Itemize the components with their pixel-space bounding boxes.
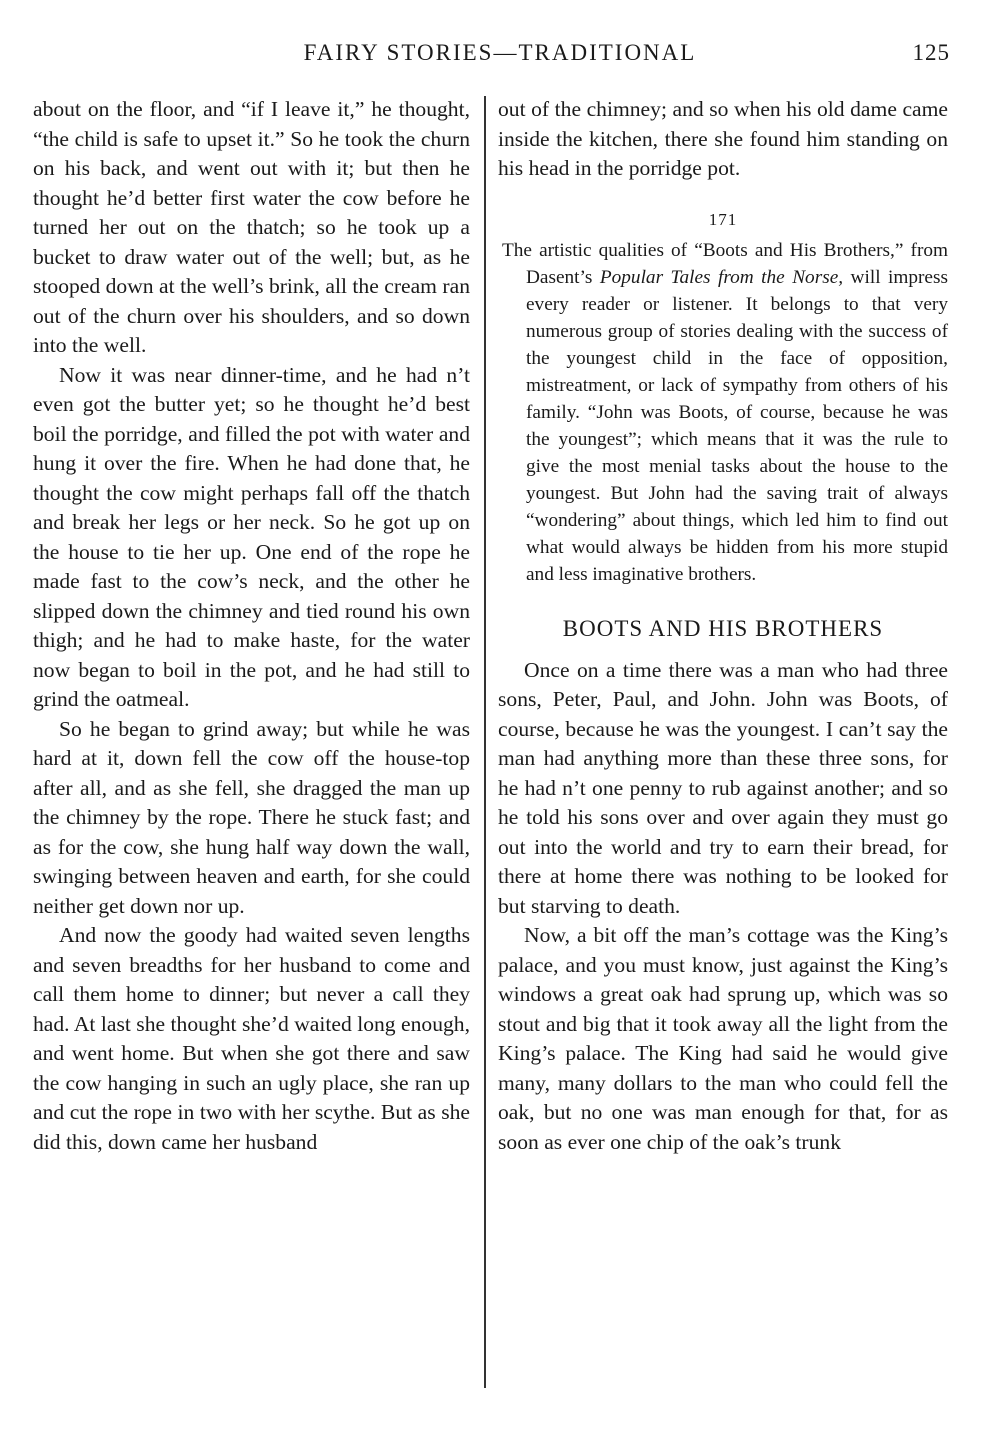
commentary-text: The artistic qualities of “Boots and His Brothers,” from Dasent’s [502,239,948,288]
section-number: 171 [708,209,738,229]
paragraph: Now it was near dinner-time, and he had n’t even got the butter yet; so he thought he’d best boil the porridge, and filled the pot with water and hung it over the fire. When he had done that, he thought the cow might perhaps fall off the thatch and break her legs or her neck. So he got up on the house to tie her up. One end of the rope he made fast to the cow’s neck, and the other he slipped down the chimney and tied round his own thigh; and he had to make haste, for the water now began to boil in the pot, and he had still to grind the oatmeal. [33,362,470,711]
left-column [33,95,470,1157]
paragraph: out of the chimney; and so when his old dame came inside the kitchen, there she found him standing on his head in the porridge pot. [498,97,948,180]
page-number: 125 [912,40,950,65]
right-column [498,95,948,1157]
paragraph: And now the goody had waited seven lengths and seven breadths for her husband to come and call them home to dinner; but never a call they had. At last she thought she’d waited long enough, and went home. But when she got there and saw the cow hanging in such an ugly place, she ran up and cut the rope in two with her scythe. But as she did this, down came her husband [33,923,470,1154]
story-title: BOOTS AND HIS BROTHERS [562,615,884,641]
commentary-note [502,237,948,588]
paragraph: about on the floor, and “if I leave it,” he thought, “the child is safe to upset it.” So he took the churn on his back, and went out with it; but then he thought he’d better first water the cow before he turned her out on the thatch; so he took up a bucket to draw water out of the well; but, as he stooped down at the well’s brink, all the cream ran out of the churn over his shoulders, and so down into the well. [33,97,470,357]
column-divider [484,96,486,1388]
source-title: Popular Tales from the Norse, [599,266,844,288]
paragraph: Once on a time there was a man who had three sons, Peter, Paul, and John. John was Boots, of course, because he was the youngest. I can’t say the man had anything more than these three sons, for he had n’t one penny to rub against another; and so he told his sons over and over again they must go out into the world and try to earn their bread, for there at home there was nothing to be looked for but starving to death. [498,657,948,918]
commentary-text: will impress every reader or listener. It belongs to that very numerous group of stories dealing with the success of the youngest child in the face of opposition, mistreatment, or lack of sympathy from others of his family. “John was Boots, of course, because he was the youngest”; which means that it was the rule to give the most menial tasks about the house to the youngest. But John had the saving trait of always “wondering” about things, which led him to find out what would always be hidden from his more stupid and less imaginative brothers. [526,266,948,585]
paragraph: So he began to grind away; but while he was hard at it, down fell the cow off the house-top after all, and as she fell, she dragged the man up the chimney by the rope. There he stuck fast; and as for the cow, she hung half way down the wall, swinging between heaven and earth, for she could neither get down nor up. [33,716,470,918]
running-header-title: FAIRY STORIES—TRADITIONAL [303,40,697,65]
paragraph: Now, a bit off the man’s cottage was the King’s palace, and you must know, just against the King’s windows a great oak had sprung up, which was so stout and big that it took away all the light from the King’s palace. The King had said he would give many, many dollars to the man who could fell the oak, but no one was man enough for that, for as soon as ever one chip of the oak’s trunk [498,923,948,1154]
